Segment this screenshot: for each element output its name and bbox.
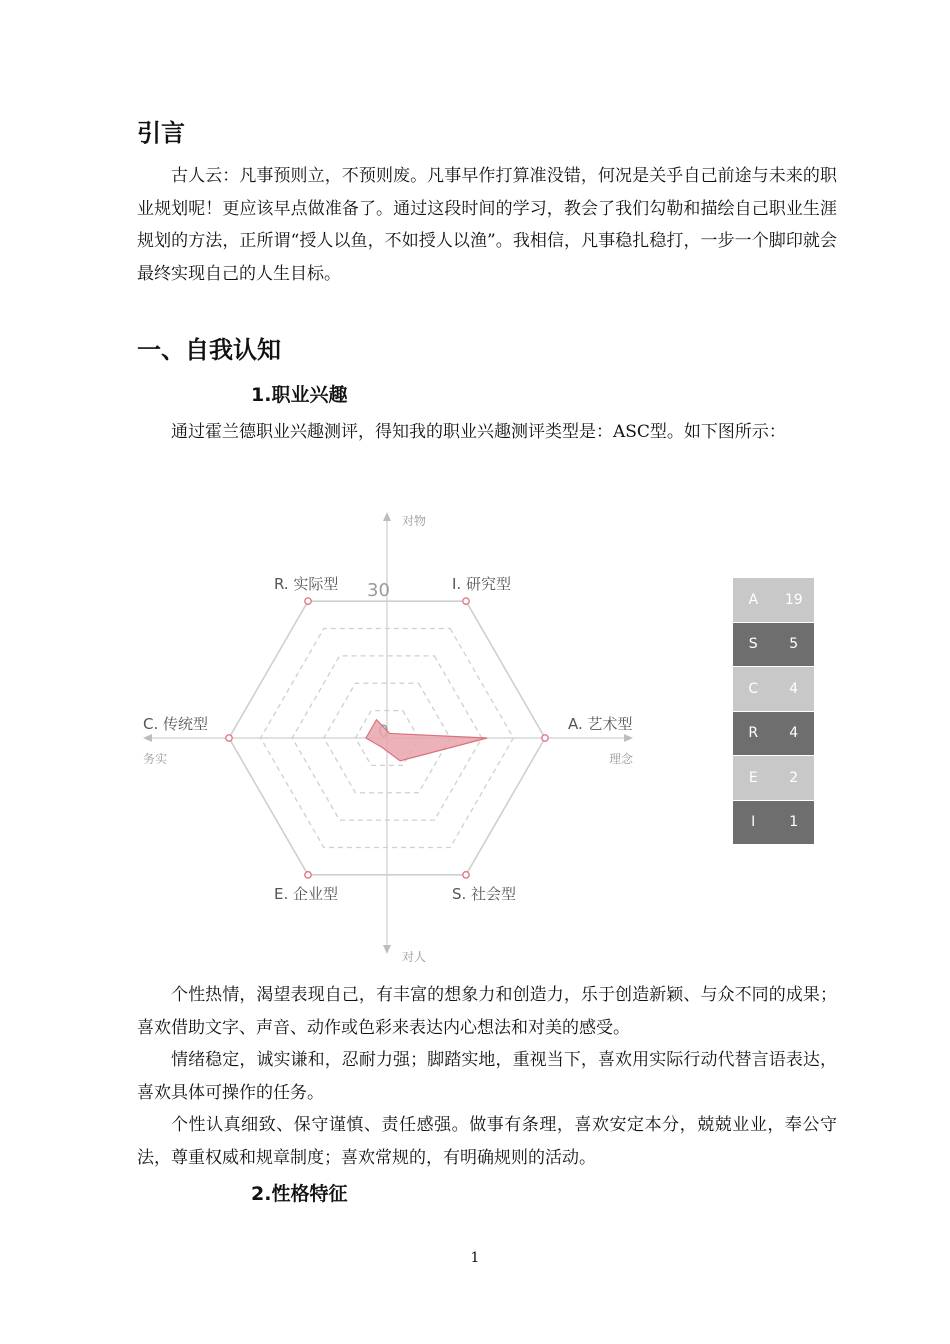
arrow-top-icon	[383, 512, 391, 521]
score-table	[733, 578, 814, 845]
score-row-I	[733, 801, 814, 846]
category-label-artistic: A. 艺术型	[568, 715, 633, 733]
score-value: 19	[784, 591, 803, 608]
score-row-S	[733, 623, 814, 668]
interest-desc-realistic: 情绪稳定，诚实谦和，忍耐力强；脚踏实地，重视当下，喜欢用实际行动代替言语表达，喜欢具体可操作的任务。	[137, 1050, 837, 1103]
score-value: 1	[789, 814, 799, 831]
category-label-investigative: I. 研究型	[452, 575, 511, 593]
category-label-realistic: R. 实际型	[274, 575, 339, 593]
interest-desc-artistic: 个性热情，渴望表现自己，有丰富的想象力和创造力，乐于创造新颖、与众不同的成果；喜欢借助文字、声音、动作或色彩来表达内心想法和对美的感受。	[137, 985, 837, 1038]
axis-label-bottom: 对人	[402, 950, 427, 964]
score-type: A	[748, 591, 759, 608]
score-row-E	[733, 756, 814, 801]
score-value: 2	[789, 769, 799, 786]
score-row-A	[733, 578, 814, 623]
score-type: I	[751, 814, 756, 831]
score-type: E	[748, 769, 758, 786]
axis-label-right: 理念	[609, 752, 634, 766]
category-label-conventional: C. 传统型	[143, 715, 209, 733]
interest-lead: 通过霍兰德职业兴趣测评，得知我的职业兴趣测评类型是：ASC型。如下图所示：	[171, 422, 786, 442]
vertex-dot-artistic	[542, 735, 548, 741]
category-label-enterprising: E. 企业型	[274, 885, 339, 903]
axis-label-top: 对物	[402, 514, 427, 528]
sub1-heading: 1.职业兴趣	[251, 384, 348, 406]
intro-paragraph: 古人云：凡事预则立，不预则废。凡事早作打算准没错，何况是关乎自己前途与未来的职业规划呢！更应该早点做准备了。通过这段时间的学习，教会了我们勾勒和描绘自己职业生涯规划的方法，正所谓“授人以鱼，不如授人以渔”。我相信，凡事稳扎稳打，一步一个脚印就会最终实现自己的人生目标。	[137, 166, 837, 284]
score-type: S	[748, 636, 758, 653]
axis-label-left: 务实	[143, 752, 168, 766]
interest-desc-conventional: 个性认真细致、保守谨慎、责任感强。做事有条理，喜欢安定本分，兢兢业业，奉公守法，尊重权威和规章制度；喜欢常规的，有明确规则的活动。	[137, 1115, 837, 1168]
holland-radar-chart	[137, 505, 647, 965]
category-label-social: S. 社会型	[452, 885, 517, 903]
arrow-left-icon	[143, 734, 152, 742]
sub2-heading: 2.性格特征	[251, 1183, 348, 1205]
page-number: 1	[470, 1250, 480, 1266]
scale-max-label: 30	[367, 580, 390, 601]
vertex-dot-enterprising	[305, 872, 311, 878]
section1-heading: 一、自我认知	[137, 336, 281, 364]
score-value: 5	[789, 636, 799, 653]
score-type: R	[748, 725, 759, 742]
arrow-bottom-icon	[383, 945, 391, 954]
score-row-C	[733, 667, 814, 712]
vertex-dot-realistic	[305, 598, 311, 604]
arrow-right-icon	[624, 734, 633, 742]
score-row-R	[733, 712, 814, 757]
score-value: 4	[789, 680, 799, 697]
score-value: 4	[789, 725, 799, 742]
vertex-dot-investigative	[463, 598, 469, 604]
score-type: C	[748, 680, 759, 697]
intro-heading: 引言	[137, 119, 185, 147]
vertex-dot-conventional	[226, 735, 232, 741]
vertex-dot-social	[463, 872, 469, 878]
